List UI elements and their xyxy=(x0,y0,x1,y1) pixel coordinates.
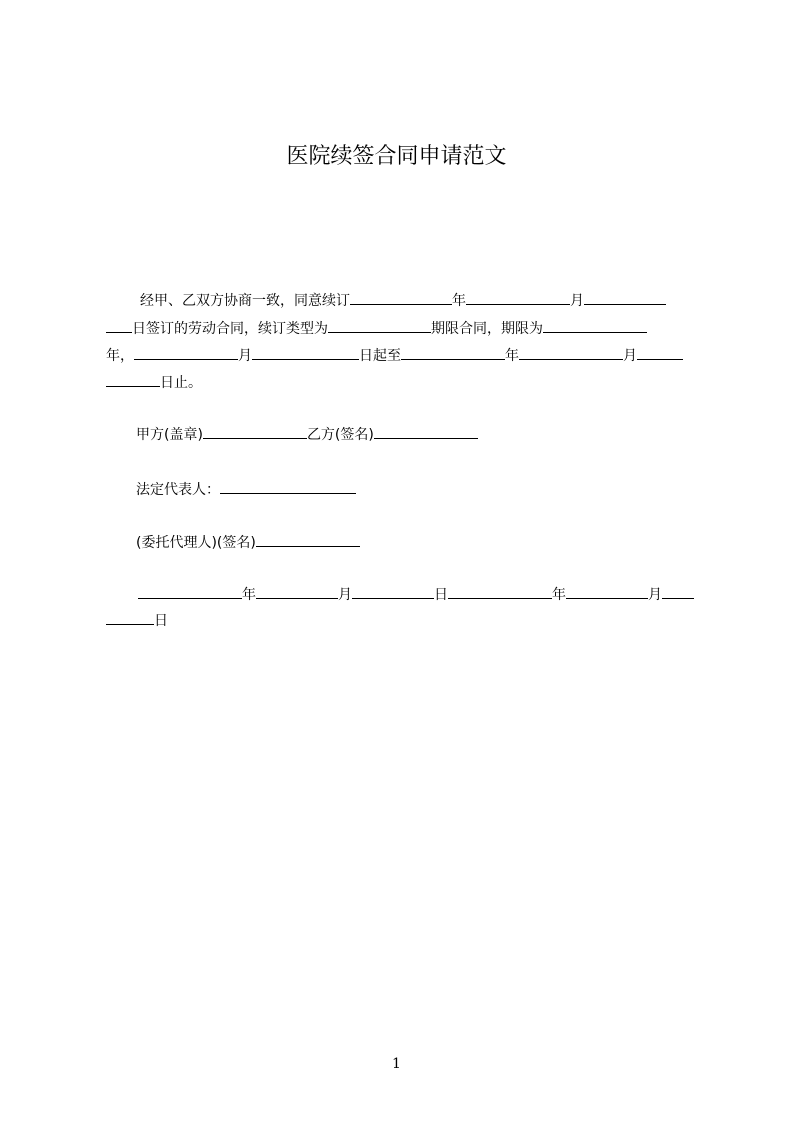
body-line-1 xyxy=(140,287,666,314)
body-lead-text: 经甲、乙双方协商一致，同意续订 xyxy=(140,293,350,309)
party-b-date-year-blank[interactable] xyxy=(448,581,552,599)
renewal-start-year-blank[interactable] xyxy=(350,287,452,305)
body-from-text: 日起至 xyxy=(359,348,401,364)
date-year-label-b: 年 xyxy=(552,587,566,603)
date-month-label-a: 月 xyxy=(338,587,352,603)
party-a-date-year-blank[interactable] xyxy=(138,581,242,599)
date-day-label-b: 日 xyxy=(154,613,168,629)
body-year-label: 年 xyxy=(452,293,466,309)
party-b-date-month-blank[interactable] xyxy=(566,581,648,599)
agent-label: (委托代理人)(签名) xyxy=(136,535,256,551)
renewal-type-blank[interactable] xyxy=(328,315,431,333)
party-b-date-day-blank-part2[interactable] xyxy=(106,607,154,625)
party-signature-row xyxy=(136,421,478,448)
term-to-day-blank-part2[interactable] xyxy=(106,369,160,387)
date-day-label-a: 日 xyxy=(434,587,448,603)
renewal-start-month-blank[interactable] xyxy=(466,287,570,305)
term-duration-blank[interactable] xyxy=(543,315,647,333)
body-month-label-3: 月 xyxy=(623,348,637,364)
term-to-year-blank[interactable] xyxy=(401,342,505,360)
page-number: 1 xyxy=(392,1056,401,1072)
body-line-4 xyxy=(106,369,202,396)
body-signed-text: 日签订的劳动合同，续订类型为 xyxy=(132,321,328,337)
party-b-signature-blank[interactable] xyxy=(374,421,478,439)
legal-rep-label: 法定代表人： xyxy=(136,482,220,498)
renewal-start-day-blank-part2[interactable] xyxy=(106,315,132,333)
party-b-label: 乙方(签名) xyxy=(306,427,374,443)
date-row-1 xyxy=(138,581,694,608)
term-from-month-blank[interactable] xyxy=(134,342,238,360)
body-year-comma: 年， xyxy=(106,348,134,364)
party-a-seal-blank[interactable] xyxy=(203,421,307,439)
party-a-label: 甲方(盖章) xyxy=(136,427,203,443)
document-title: 医院续签合同申请范文 xyxy=(286,144,507,169)
legal-rep-row xyxy=(136,476,356,503)
body-term-text: 期限合同，期限为 xyxy=(431,321,543,337)
body-line-2 xyxy=(106,315,647,342)
body-end-text: 日止。 xyxy=(160,375,202,391)
renewal-start-day-blank-part1[interactable] xyxy=(584,287,666,305)
term-from-day-blank[interactable] xyxy=(252,342,359,360)
body-month-label-2: 月 xyxy=(238,348,252,364)
party-a-date-month-blank[interactable] xyxy=(256,581,338,599)
agent-row xyxy=(136,529,360,556)
date-month-label-b: 月 xyxy=(648,587,662,603)
term-to-month-blank[interactable] xyxy=(519,342,623,360)
agent-signature-blank[interactable] xyxy=(256,529,360,547)
term-to-day-blank-part1[interactable] xyxy=(637,342,683,360)
date-row-2 xyxy=(106,607,168,634)
legal-rep-blank[interactable] xyxy=(220,476,356,494)
body-month-label: 月 xyxy=(570,293,584,309)
body-line-3 xyxy=(106,342,683,369)
date-year-label-a: 年 xyxy=(242,587,256,603)
party-b-date-day-blank-part1[interactable] xyxy=(662,581,694,599)
party-a-date-day-blank[interactable] xyxy=(352,581,434,599)
body-year-label-2: 年 xyxy=(505,348,519,364)
